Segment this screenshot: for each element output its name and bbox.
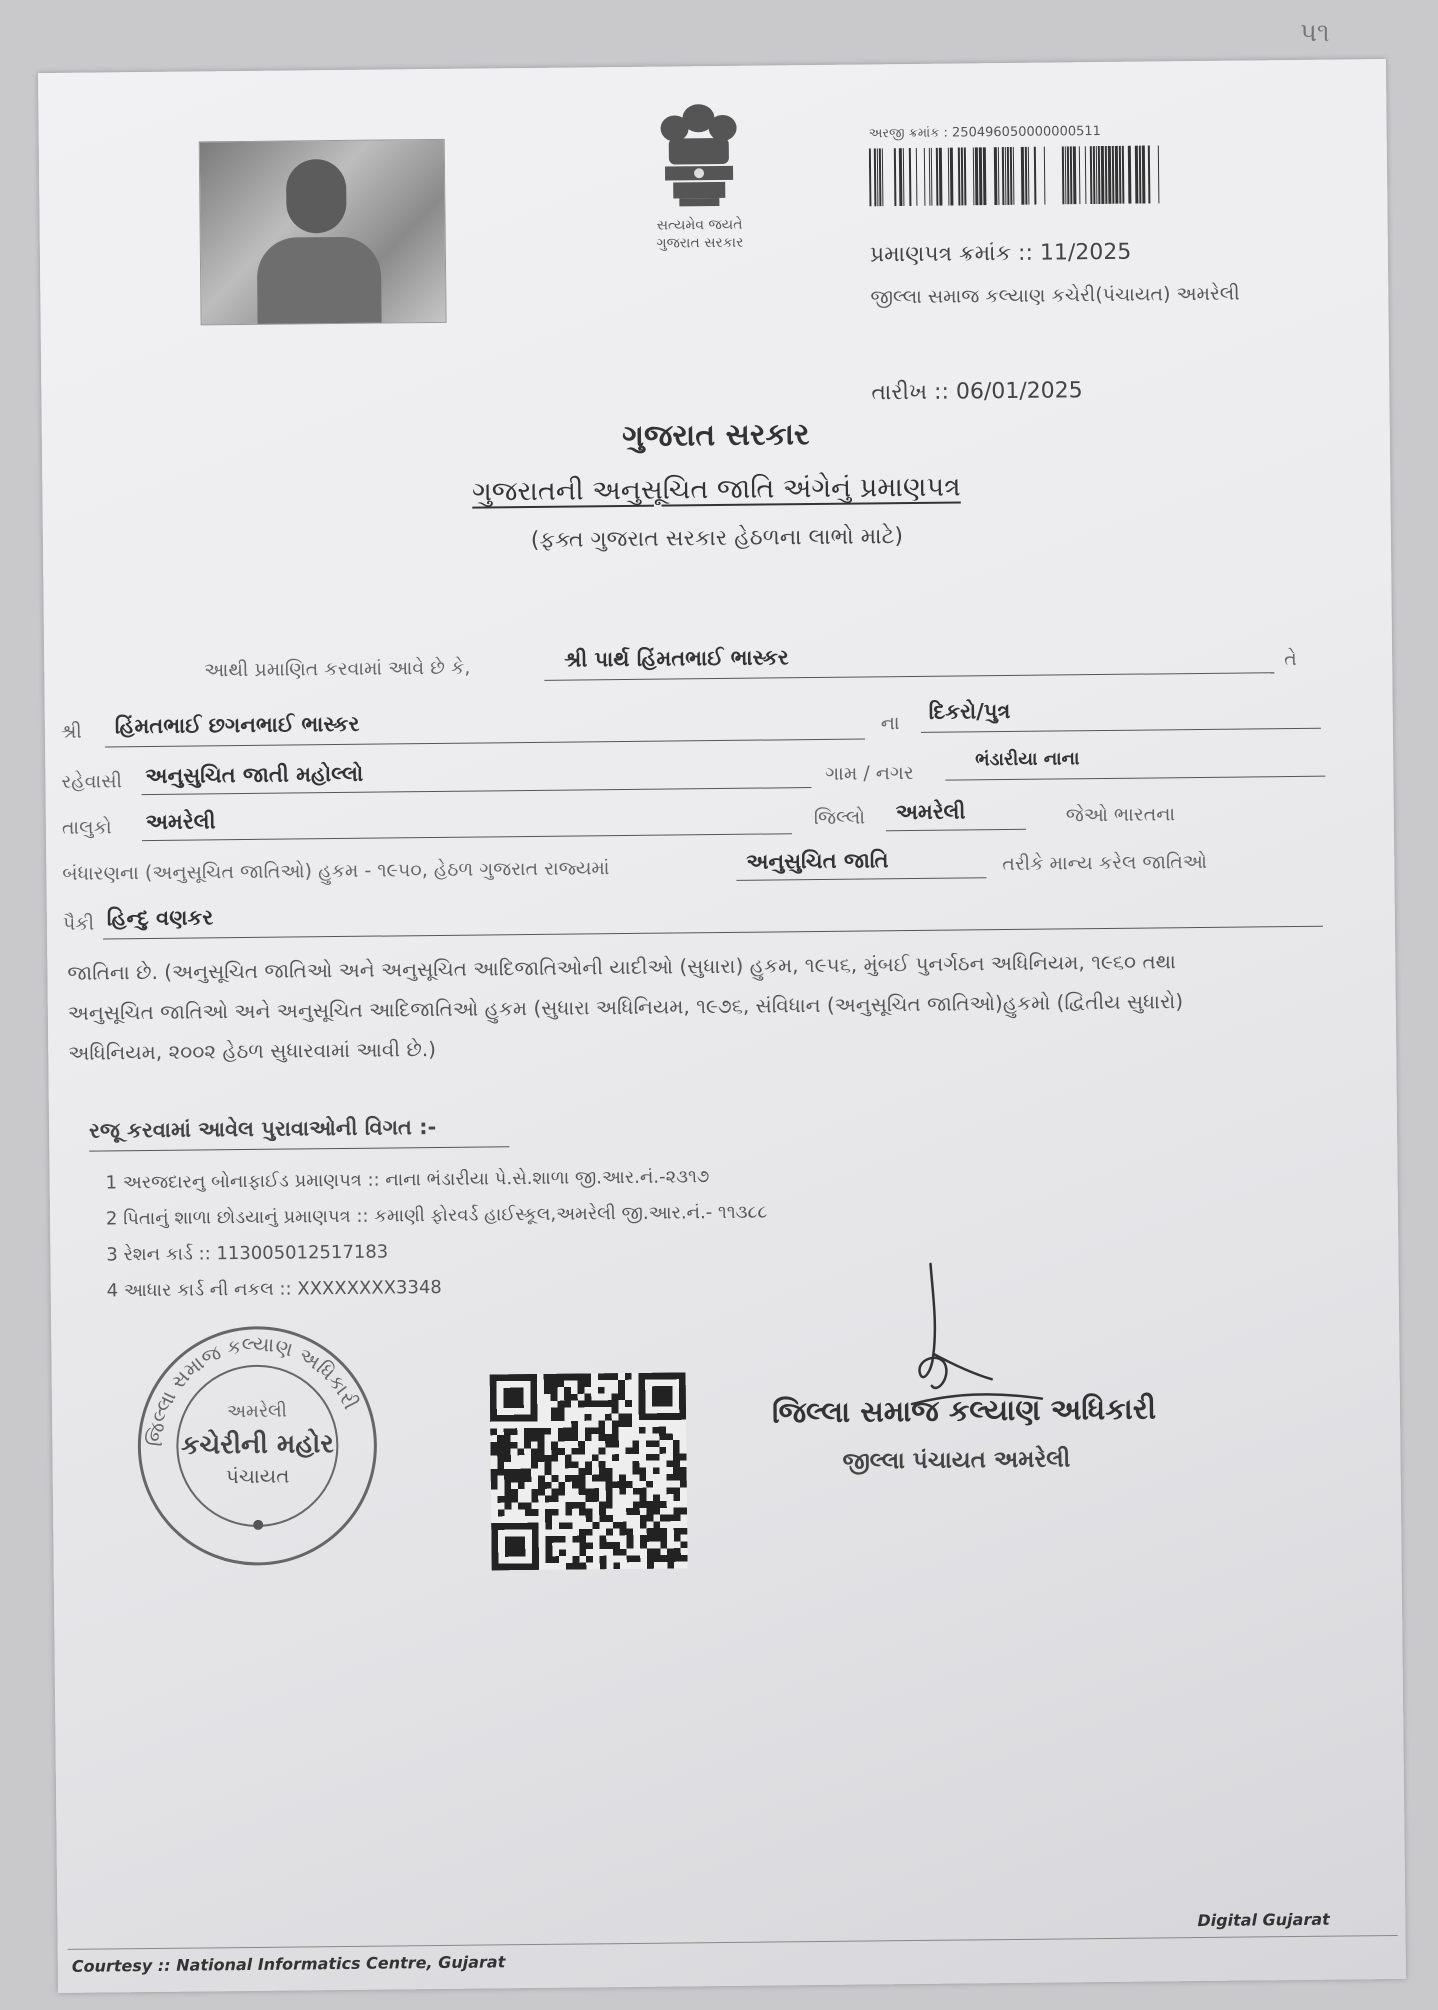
certificate-title-text: ગુજરાતની અનુસૂચિત જાતિ અંગેનું પ્રમાણપત્ર	[471, 471, 961, 508]
proofs-heading: રજૂ કરવામાં આવેલ પુરાવાઓની વિગત :-	[88, 1114, 437, 1143]
paragraph-line-3: અધિનિયમ, ૨૦૦૨ હેઠળ સુધારવામાં આવી છે.)	[68, 1036, 437, 1065]
proof-item-2: 2 પિતાનું શાળા છોડયાનું પ્રમાણપત્ર :: કમાણી ફોરવર્ડ હાઈસ્કૂલ,અમરેલી જી.આર.નં.- ૧૧૩૮૮	[105, 1201, 768, 1230]
district-value: અમરેલી	[895, 799, 966, 825]
application-number: અરજી ક્રમાંક : 250496050000000511	[868, 123, 1101, 142]
signatory-title: જિલ્લા સમાજ કલ્યાણ અધિકારી	[771, 1391, 1157, 1430]
footer-divider	[68, 1935, 1398, 1950]
father-prefix: શ્રી	[60, 720, 82, 743]
proof-item-1: 1 અરજદારનુ બોનાફાઈડ પ્રમાણપત્ર :: નાના ભંડારીયા પે.સે.શાળા જી.આર.નં.-૨૩૧૭	[105, 1166, 710, 1194]
proof-item-4: 4 આધાર કાર્ડ ની નકલ :: XXXXXXXX3348	[106, 1276, 442, 1302]
among-label: પૈકી	[62, 912, 95, 935]
barcode-icon	[869, 145, 1162, 206]
name-suffix: તે	[1284, 647, 1297, 671]
resident-label: રહેવાસી	[61, 770, 123, 793]
digital-gujarat-label: Digital Gujarat	[1197, 1909, 1330, 1931]
national-emblem-icon	[638, 96, 759, 217]
applicant-name: શ્રી પાર્થ હિંમતભાઈ ભાસ્કર	[564, 645, 789, 672]
svg-text:પંચાયત: પંચાયત	[225, 1463, 290, 1489]
certificate-title	[42, 467, 1390, 513]
svg-text:જિલ્લા સમાજ કલ્યાણ અધિકારી: જિલ્લા સમાજ કલ્યાણ અધિકારી	[142, 1331, 364, 1448]
village-value: ભંડારીયા નાના	[975, 748, 1080, 771]
india-label: જેઓ ભારતના	[1065, 803, 1176, 827]
emblem-caption	[600, 215, 800, 253]
paragraph-line-2: અનુસૂચિત જાતિઓ અને અનુસૂચિત આદિજાતિઓ હુકમ (સુધારા અધિનિયમ, ૧૯૭૬, સંવિધાન (અનુસૂચિત જાતિઓ)હુકમો (દ્વિતીય સુધારો)	[67, 989, 1184, 1025]
district-label: જિલ્લો	[813, 806, 866, 830]
corner-handwritten-note: પ૧	[1300, 18, 1330, 48]
svg-text:કચેરીની મહોર: કચેરીની મહોર	[180, 1429, 334, 1461]
relation-label: ના	[880, 712, 900, 735]
applicant-photo	[199, 139, 447, 326]
certificate-number: પ્રમાણપત્ર ક્રમાંક :: 11/2025	[869, 239, 1132, 268]
issue-date: તારીખ :: 06/01/2025	[871, 378, 1083, 406]
order-text: બંધારણના (અનુસૂચિત જાતિઓ) હુકમ - ૧૯૫૦, હેઠળ ગુજરાત રાજ્યમાં	[62, 857, 610, 885]
legal-paragraph	[67, 939, 1348, 1072]
qr-code-icon	[490, 1372, 688, 1570]
proof-item-3: 3 રેશન કાર્ડ :: 113005012517183	[106, 1241, 389, 1266]
emblem-govt: ગુજરાત સરકાર	[656, 234, 744, 252]
paragraph-line-1: જાતિના છે. (અનુસૂચિત જાતિઓ અને અનુસૂચિત આદિજાતિઓની યાદીઓ (સુધારા) હુકમ, ૧૯૫૬, મુંબઈ પુનર્ગઠન અધિનિયમ, ૧૯૬૦ તથા	[67, 949, 1177, 985]
category-value: અનુસુચિત જાતિ	[746, 848, 889, 874]
emblem-motto: સત્યમેવ જયતે	[656, 216, 743, 234]
signatory-office: જીલ્લા પંચાયત અમરેલી	[842, 1446, 1071, 1475]
resident-value: અનુસુચિત જાતી મહોલ્લો	[145, 761, 364, 789]
handwritten-signature	[870, 1253, 1052, 1415]
certify-label: આથી પ્રમાણિત કરવામાં આવે છે કે,	[204, 656, 471, 682]
svg-text:અમરેલી: અમરેલી	[227, 1400, 288, 1423]
taluka-label: તાલુકો	[61, 816, 112, 839]
issuing-office: જીલ્લા સમાજ કલ્યાણ કચેરી(પંચાયત) અમરેલી	[870, 282, 1240, 309]
relation-value: દિકરો/પુત્ર	[928, 698, 1011, 724]
government-title: ગુજરાત સરકાર	[621, 417, 810, 455]
recognized-label: તરીકે માન્ય કરેલ જાતિઓ	[1002, 850, 1208, 876]
certificate-subtitle: (ફક્ત ગુજરાત સરકાર હેઠળના લાભો માટે)	[530, 524, 904, 553]
office-seal-stamp	[131, 1320, 384, 1573]
father-name: હિંમતભાઈ છગનભાઈ ભાસ્કર	[114, 711, 360, 739]
courtesy-label: Courtesy :: National Informatics Centre, Gujarat	[71, 1952, 506, 1976]
taluka-value: અમરેલી	[145, 809, 216, 835]
certificate-paper	[38, 59, 1406, 1993]
village-label: ગામ / નગર	[825, 761, 914, 785]
caste-value: હિન્દુ વણકર	[106, 905, 214, 931]
